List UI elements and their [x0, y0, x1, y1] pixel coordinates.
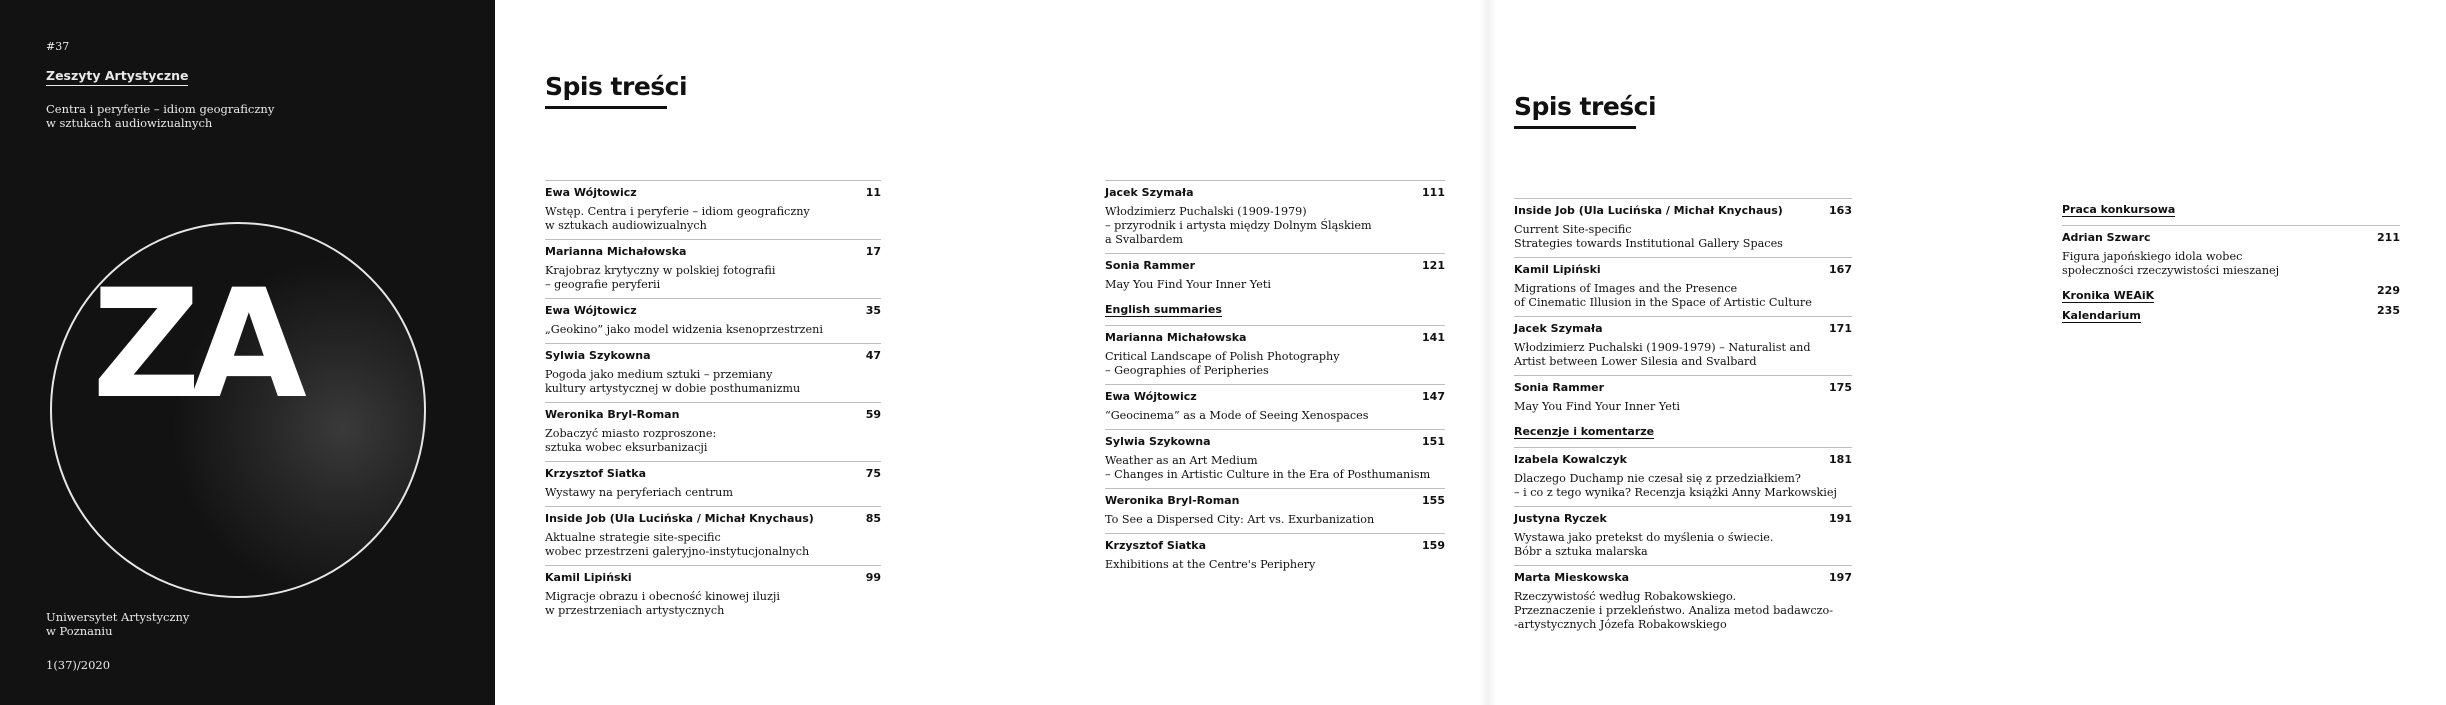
- entry-title: Wstęp. Centra i peryferie – idiom geograficzny w sztukach audiowizualnych: [545, 205, 810, 232]
- toc-entry[interactable]: [1105, 253, 1445, 292]
- entry-page-number: 75: [865, 467, 881, 480]
- entry-author: Inside Job (Ula Lucińska / Michał Knychaus): [545, 512, 814, 525]
- entry-page-number: 171: [1829, 322, 1852, 335]
- entry-title: Aktualne strategie site-specific wobec przestrzeni galeryjno-instytucjonalnych: [545, 531, 810, 558]
- entry-author: Inside Job (Ula Lucińska / Michał Knychaus): [1514, 204, 1783, 217]
- entry-author: Sylwia Szykowna: [1105, 435, 1211, 448]
- entry-page-number: 191: [1829, 512, 1852, 525]
- entry-title: “Geocinema” as a Mode of Seeing Xenospaces: [1105, 409, 1369, 422]
- entry-title: Figura japońskiego idola wobec społeczności rzeczywistości mieszanej: [2062, 250, 2280, 277]
- entry-title: To See a Dispersed City: Art vs. Exurbanization: [1105, 513, 1375, 526]
- entry-author: Marianna Michałowska: [1105, 331, 1247, 344]
- entry-page-number: 175: [1829, 381, 1852, 394]
- entry-page-number: 211: [2377, 231, 2400, 244]
- page-gutter: [1480, 0, 1496, 705]
- entry-author: Jacek Szymała: [1514, 322, 1603, 335]
- toc-entry[interactable]: [1514, 375, 1852, 414]
- entry-author: Kamil Lipiński: [545, 571, 632, 584]
- toc-entry[interactable]: [545, 343, 881, 396]
- toc-title-right: Spis treści: [1514, 92, 1656, 129]
- toc-entry[interactable]: [1514, 198, 1852, 251]
- entry-title: May You Find Your Inner Yeti: [1105, 278, 1271, 291]
- entry-page-number: 141: [1422, 331, 1445, 344]
- entry-page-number: 47: [865, 349, 881, 362]
- entry-title: May You Find Your Inner Yeti: [1514, 400, 1680, 413]
- za-logo: ZA: [92, 258, 297, 432]
- entry-author: Izabela Kowalczyk: [1514, 453, 1627, 466]
- entry-author: Weronika Bryl-Roman: [1105, 494, 1240, 507]
- toc-entry[interactable]: [2062, 225, 2400, 278]
- entry-page-number: 151: [1422, 435, 1445, 448]
- entry-author: Marta Mieskowska: [1514, 571, 1630, 584]
- entry-author: Sylwia Szykowna: [545, 349, 651, 362]
- entry-page-number: 59: [865, 408, 881, 421]
- toc-entry[interactable]: [1105, 488, 1445, 527]
- toc-link-entry[interactable]: [2062, 284, 2400, 304]
- toc-column-1: [545, 180, 881, 624]
- toc-entry[interactable]: [545, 239, 881, 292]
- toc-column-4: [2062, 198, 2400, 324]
- entry-page-number: 159: [1422, 539, 1445, 552]
- issue-code: 1(37)/2020: [46, 658, 111, 672]
- entry-author: Sonia Rammer: [1105, 259, 1196, 272]
- entry-title: Krajobraz krytyczny w polskiej fotografii – geografie peryferii: [545, 264, 776, 291]
- toc-entry[interactable]: [1105, 429, 1445, 482]
- entry-author: Krzysztof Siatka: [1105, 539, 1207, 552]
- entry-title: Włodzimierz Puchalski (1909-1979) – przyrodnik i artysta między Dolnym Śląskiem a Svalbardem: [1105, 205, 1372, 246]
- toc-entry[interactable]: [545, 461, 881, 500]
- entry-author: Krzysztof Siatka: [545, 467, 647, 480]
- toc-entry[interactable]: [1105, 384, 1445, 423]
- entry-title: Exhibitions at the Centre's Periphery: [1105, 558, 1316, 571]
- toc-entry[interactable]: [545, 298, 881, 337]
- journal-cover: [0, 0, 495, 705]
- entry-title: Dlaczego Duchamp nie czesał się z przedziałkiem? – i co z tego wynika? Recenzja książki Anny Markowskiej: [1514, 472, 1837, 499]
- entry-page-number: 17: [865, 245, 881, 258]
- toc-link-label: Kronika WEAiK: [2062, 289, 2155, 302]
- entry-title: Current Site-specific Strategies towards Institutional Gallery Spaces: [1514, 223, 1783, 250]
- entry-title: Wystawa jako pretekst do myślenia o świecie. Bóbr a sztuka malarska: [1514, 531, 1774, 558]
- issue-subtitle: Centra i peryferie – idiom geograficzny w sztukach audiowizualnych: [46, 102, 275, 130]
- entry-page-number: 163: [1829, 204, 1852, 217]
- section-heading-competition: Praca konkursowa: [2062, 203, 2176, 216]
- entry-page-number: 35: [865, 304, 881, 317]
- issue-number: #37: [46, 40, 70, 53]
- entry-author: Weronika Bryl-Roman: [545, 408, 680, 421]
- entry-page-number: 197: [1829, 571, 1852, 584]
- entry-page-number: 99: [865, 571, 881, 584]
- entry-author: Ewa Wójtowicz: [1105, 390, 1197, 403]
- entry-page-number: 235: [2377, 304, 2400, 317]
- toc-entry[interactable]: [1514, 447, 1852, 500]
- toc-entry[interactable]: [545, 506, 881, 559]
- entry-author: Ewa Wójtowicz: [545, 186, 637, 199]
- entry-title: Migrations of Images and the Presence of Cinematic Illusion in the Space of Artistic Culture: [1514, 282, 1812, 309]
- entry-author: Justyna Ryczek: [1514, 512, 1607, 525]
- entry-author: Adrian Szwarc: [2062, 231, 2151, 244]
- toc-entry[interactable]: [1514, 257, 1852, 310]
- entry-author: Marianna Michałowska: [545, 245, 687, 258]
- section-heading-english-summaries: English summaries: [1105, 303, 1222, 316]
- entry-page-number: 111: [1422, 186, 1445, 199]
- entry-page-number: 229: [2377, 284, 2400, 297]
- toc-entry[interactable]: [545, 180, 881, 233]
- university-name: Uniwersytet Artystyczny w Poznaniu: [46, 610, 190, 638]
- entry-author: Jacek Szymała: [1105, 186, 1194, 199]
- toc-entry[interactable]: [545, 565, 881, 618]
- entry-page-number: 155: [1422, 494, 1445, 507]
- toc-column-3: [1514, 198, 1852, 638]
- toc-entry[interactable]: [1514, 316, 1852, 369]
- entry-page-number: 121: [1422, 259, 1445, 272]
- entry-page-number: 11: [865, 186, 881, 199]
- entry-page-number: 167: [1829, 263, 1852, 276]
- entry-title: Pogoda jako medium sztuki – przemiany kultury artystycznej w dobie posthumanizmu: [545, 368, 801, 395]
- toc-entry[interactable]: [1514, 565, 1852, 632]
- journal-title: Zeszyty Artystyczne: [46, 68, 188, 86]
- entry-title: Critical Landscape of Polish Photography – Geographies of Peripheries: [1105, 350, 1340, 377]
- entry-author: Sonia Rammer: [1514, 381, 1605, 394]
- entry-title: „Geokino” jako model widzenia ksenoprzestrzeni: [545, 323, 823, 336]
- toc-entry[interactable]: [1105, 180, 1445, 247]
- toc-entry[interactable]: [1514, 506, 1852, 559]
- entry-title: Weather as an Art Medium – Changes in Artistic Culture in the Era of Posthumanism: [1105, 454, 1431, 481]
- toc-entry[interactable]: [545, 402, 881, 455]
- entry-title: Zobaczyć miasto rozproszone: sztuka wobec eksurbanizacji: [545, 427, 717, 454]
- entry-title: Rzeczywistość według Robakowskiego. Przeznaczenie i przekleństwo. Analiza metod badawczo- -artystycznych Józefa Robakowskiego: [1514, 590, 1834, 631]
- entry-page-number: 147: [1422, 390, 1445, 403]
- toc-entry[interactable]: [1105, 325, 1445, 378]
- toc-link-label: Kalendarium: [2062, 309, 2141, 322]
- toc-column-2: [1105, 180, 1445, 578]
- entry-author: Kamil Lipiński: [1514, 263, 1601, 276]
- entry-title: Wystawy na peryferiach centrum: [545, 486, 733, 499]
- toc-title-left: Spis treści: [545, 72, 687, 109]
- toc-link-entry[interactable]: [2062, 304, 2400, 324]
- entry-author: Ewa Wójtowicz: [545, 304, 637, 317]
- entry-title: Włodzimierz Puchalski (1909-1979) – Naturalist and Artist between Lower Silesia and Svalbard: [1514, 341, 1811, 368]
- entry-title: Migracje obrazu i obecność kinowej iluzji w przestrzeniach artystycznych: [545, 590, 780, 617]
- entry-page-number: 181: [1829, 453, 1852, 466]
- section-heading-reviews: Recenzje i komentarze: [1514, 425, 1655, 438]
- entry-page-number: 85: [865, 512, 881, 525]
- toc-entry[interactable]: [1105, 533, 1445, 572]
